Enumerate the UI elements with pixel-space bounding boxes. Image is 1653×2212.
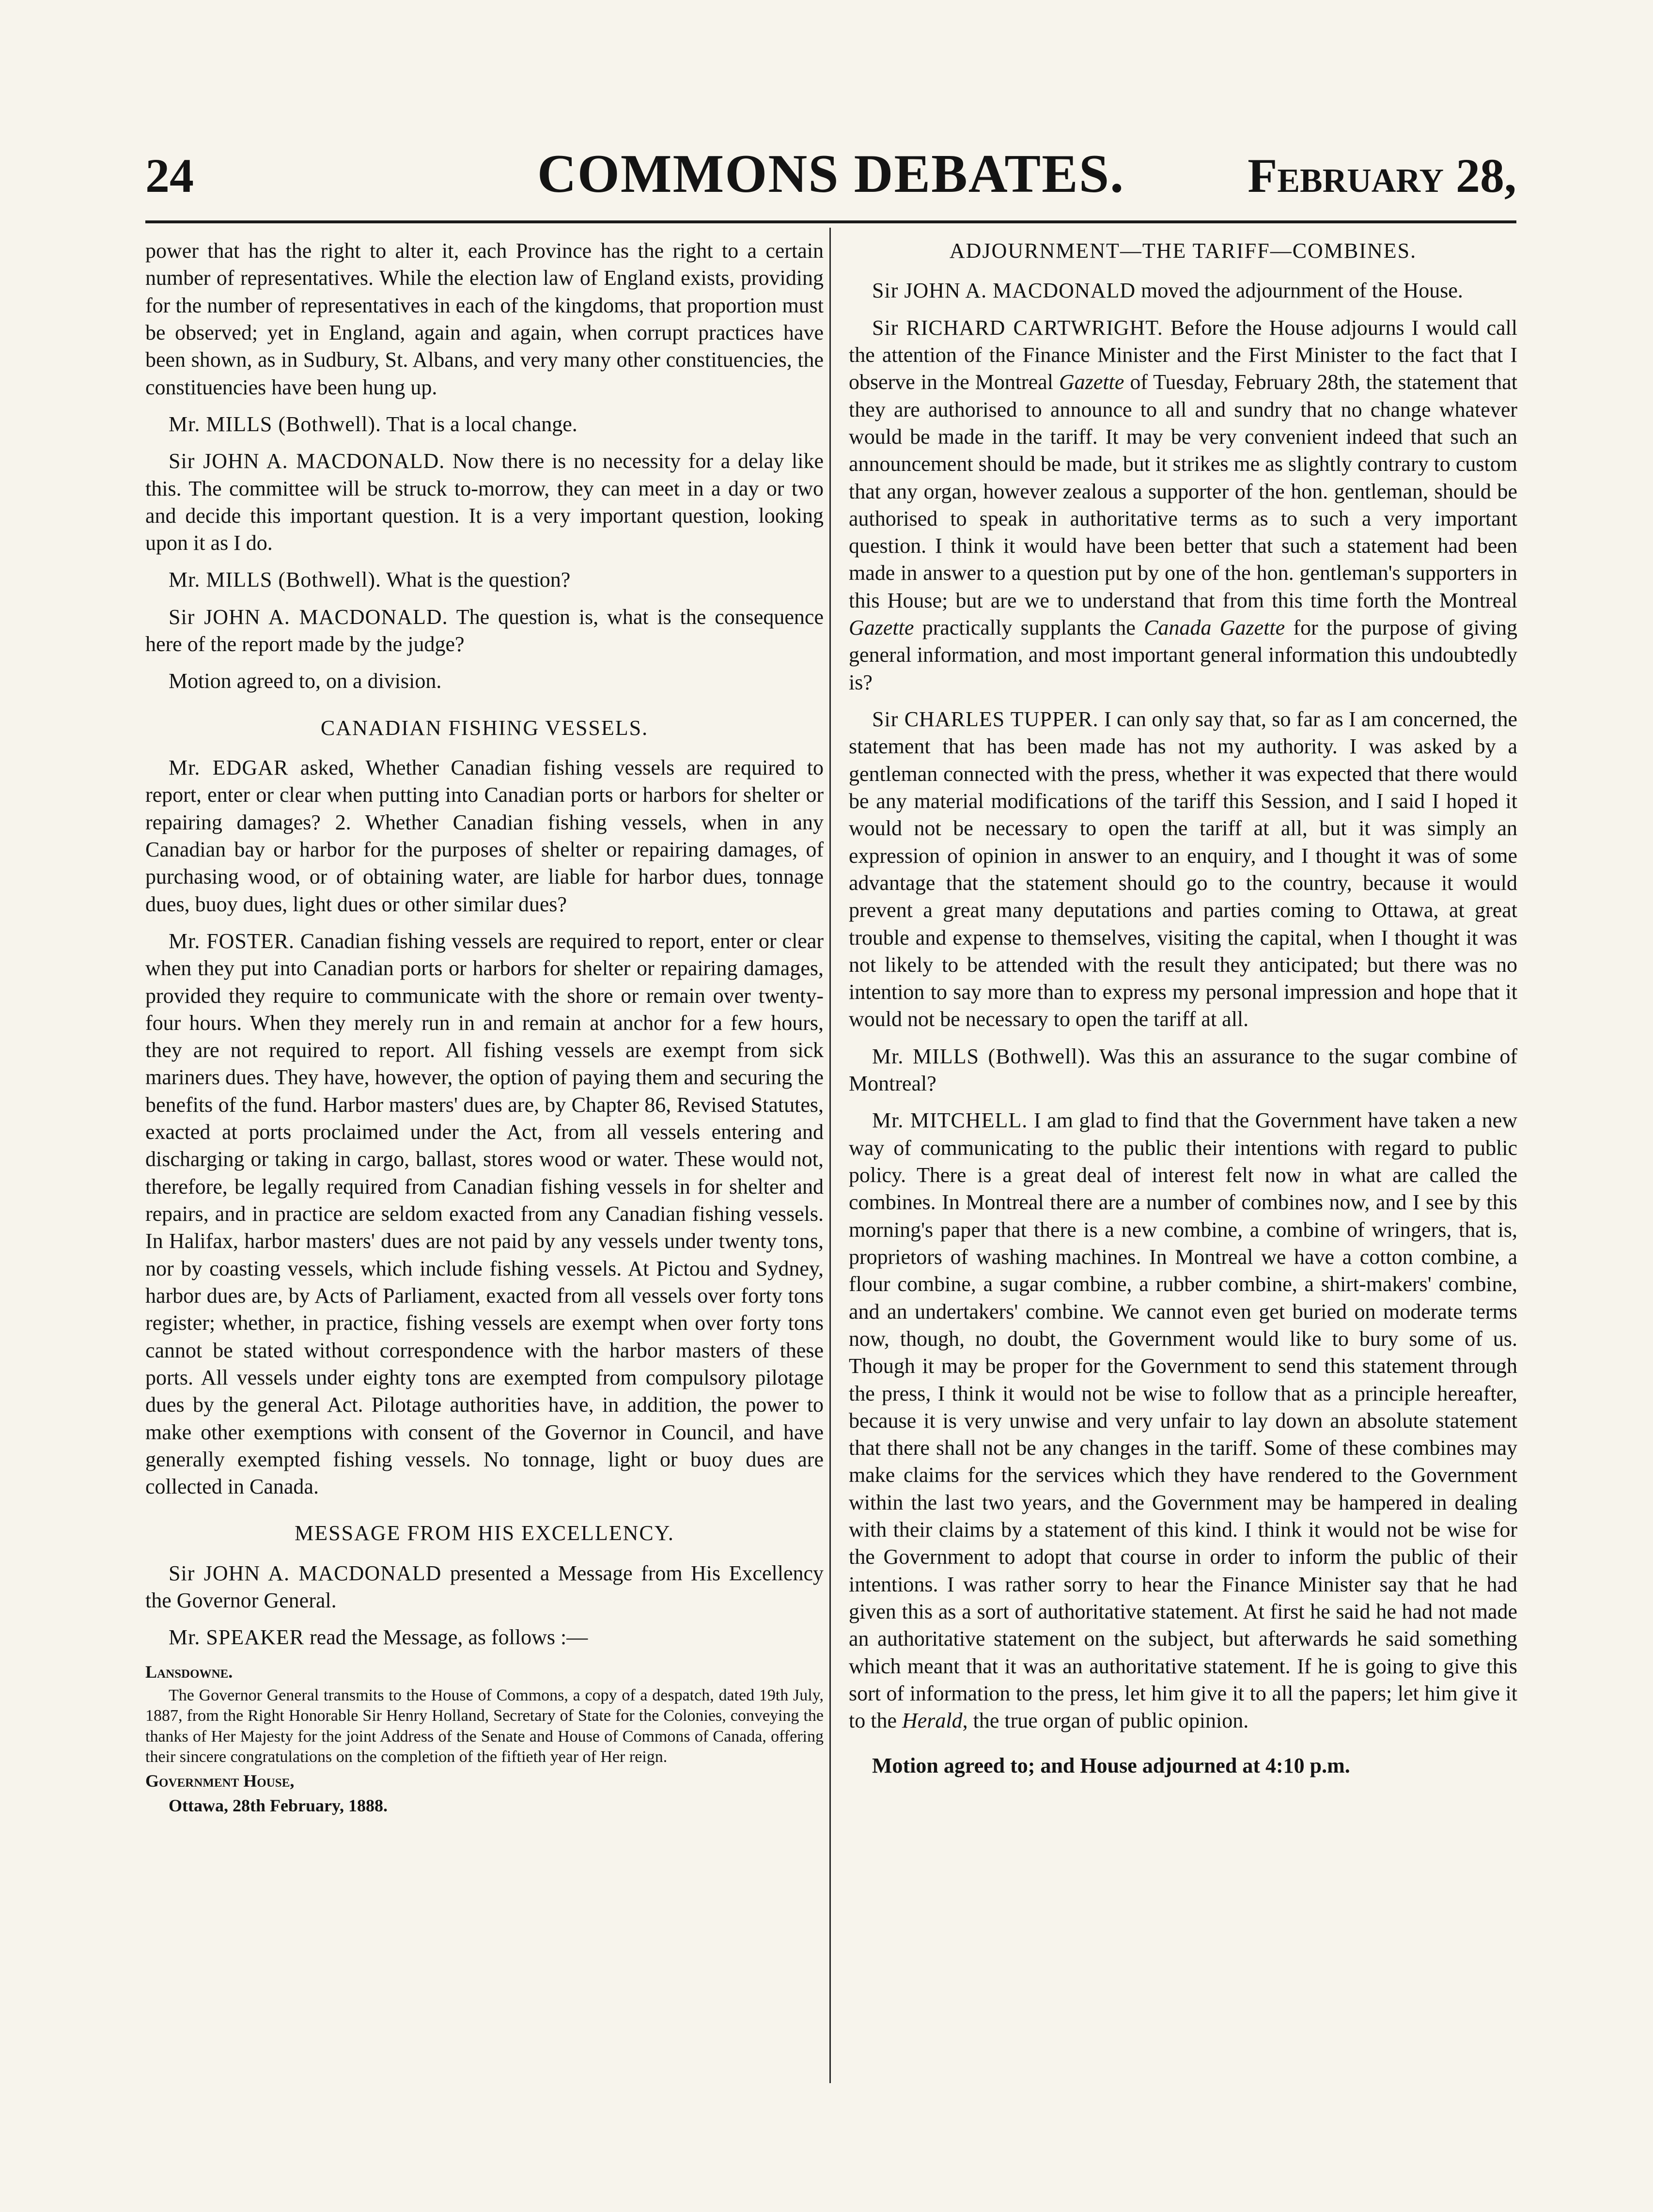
speech-text: I can only say that, so far as I am concerned, the statement that has been made has not my authority. I was asked by a gentleman connected with the press, whether it was expected that there would be any material modifications of the tariff this Session, and I said I hoped it would not be necessary to open the tariff at all, but it was simply an expression of opinion in answer to an enquiry, and I thought it was of some advantage that the statement should go to the country, because it would prevent a great many deputations and parties coming to Ottawa, at great trouble and expense to themselves, visiting the capital, when I thought it was not likely to be attended with the result they anticipated; but there was no intention to say more than to express my personal impression and hope that it would not be necessary to open the tariff at all.	[849, 707, 1518, 1031]
speech-text: I am glad to find that the Government have taken a new way of communicating to the public their intentions with regard to public policy. There is a great deal of interest felt now in what are called the combines. In Montreal there are a number of combines now, and I see by this morning's paper that there is a new combine, a combine of wringers, that is, proprietors of washing machines. In Montreal we have a cotton combine, a flour combine, a sugar combine, a rubber combine, a shirt-makers' combine, and an undertakers' combine. We cannot even get buried on moderate terms now, though, no doubt, the Government would like to bury some of us. Though it may be proper for the Government to send this statement through the press, I think it would not be wise to follow that as a principle hereafter, because it is very unwise and very unfair to lay down an absolute statement that there shall not be any changes in the tariff. Some of these combines may make claims for the services which they have rendered to the Government within the last two years, and the Government may be hampered in dealing with their claims by a statement of this kind. I think it would not be wise for the Government to adopt that course in order to inform the public of their intentions. I was rather sorry to hear the Finance Minister say that he had given this as a sort of authoritative statement. At first he said he had not made an authoritative statement on the subject, but afterwards he said something which meant that it was an authoritative statement. If he is going to give this sort of information to the press, let him give it to all the papers; let him give it to the	[849, 1108, 1518, 1733]
speaker-name: Mr. FOSTER.	[169, 929, 295, 953]
speech-text: practically supplants the	[922, 616, 1136, 640]
speech-text: for the purpose of giving general information, and most important general information this undoubtedly is?	[849, 616, 1518, 694]
speaker-name: Mr. MILLS (Bothwell).	[169, 568, 381, 592]
page-number: 24	[145, 149, 194, 203]
speech-text: Was this an assurance to the sugar combine of Montreal?	[849, 1044, 1518, 1096]
speaker-name: Mr. MITCHELL.	[872, 1108, 1028, 1133]
paragraph	[849, 706, 1517, 1033]
speech-text: The question is, what is the consequence here of the report made by the judge?	[145, 605, 824, 656]
paragraph	[849, 1107, 1517, 1734]
speech-text: of Tuesday, February 28th, the statement that they are authorised to announce to all and sundry that no change whatever would be made in the tariff. It may be very convenient indeed that such an announcement should be made, but it strikes me as slightly contrary to custom that any organ, however zealous a supporter of the hon. gentleman, should be authorised to speak in authoritative terms as to such a very important question. I think it would have been better that such a statement had been made in answer to a question put by one of the hon. gentleman's supporters in this House; but are we to understand that from this time forth the Montreal	[849, 370, 1518, 612]
paragraph	[849, 1043, 1517, 1098]
speech-text: read the Message, as follows :—	[309, 1625, 588, 1650]
speech-text: moved the adjournment of the House.	[1141, 279, 1463, 303]
speech-text: What is the question?	[386, 568, 571, 592]
paragraph	[145, 754, 824, 918]
closing-motion: Motion agreed to; and House adjourned at 4:10 p.m.	[872, 1753, 1350, 1777]
speaker-name: Sir CHARLES TUPPER.	[872, 707, 1099, 731]
speech-text: asked, Whether Canadian fishing vessels are required to report, enter or clear when putting into Canadian ports or harbors for shelter or repairing damages? 2. Whether Canadian fishing vessels, when in any Canadian bay or harbor for the purposes of shelter or repairing damages, of purchasing wood, or of obtaining water, are liable for harbor dues, tonnage dues, buoy dues, light dues or other similar dues?	[145, 756, 824, 916]
left-column	[145, 237, 824, 1819]
publication-name: Gazette	[849, 616, 914, 640]
publication-name: Herald	[902, 1709, 963, 1733]
speech-text: , the true organ of public opinion.	[962, 1709, 1249, 1733]
publication-title: COMMONS DEBATES.	[537, 144, 1125, 204]
speaker-name: Sir JOHN A. MACDONALD.	[169, 449, 445, 473]
header-date: February 28,	[1248, 149, 1516, 203]
speaker-name: Sir JOHN A. MACDONALD	[169, 1561, 442, 1585]
paragraph	[849, 277, 1517, 304]
section-heading: CANADIAN FISHING VESSELS.	[320, 716, 649, 740]
speaker-name: Mr. SPEAKER	[169, 1625, 304, 1650]
paragraph: power that has the right to alter it, each Province has the right to a certain number of representatives. While the election law of England exists, providing for the number of representatives in each of the kingdoms, that proportion must be observed; yet in England, again and again, when corrupt practices have been shown, as in Sudbury, St. Albans, and very many other constituencies, the constituencies have been hung up.	[145, 239, 824, 399]
paragraph	[145, 411, 824, 438]
paragraph	[145, 1560, 824, 1615]
speaker-name: Sir JOHN A. MACDONALD.	[169, 605, 448, 629]
message-text: The Governor General transmits to the House of Commons, a copy of a despatch, dated 19th July, 1887, from the Right Honorable Sir Henry Holland, Secretary of State for the Colonies, conveying the thanks of Her Majesty for the joint Address of the Senate and House of Commons of Canada, offering their sincere congratulations on the completion of the fiftieth year of Her reign.	[145, 1686, 824, 1766]
page-header	[145, 143, 1516, 206]
section-heading: MESSAGE FROM HIS EXCELLENCY.	[295, 1521, 674, 1545]
message-place: Government House,	[145, 1771, 295, 1791]
paragraph	[145, 448, 824, 557]
speech-text: Canadian fishing vessels are required to report, enter or clear when they put into Canadian ports or harbors for shelter or repairing damages, provided they require to communicate with the shore or remain over twenty-four hours. When they merely run in and remain at anchor for a few hours, they are not required to report. All fishing vessels are exempt from sick mariners dues. They have, however, the option of paying them and securing the benefits of the fund. Harbor masters' dues are, by Chapter 86, Revised Statutes, exacted at ports proclaimed under the Act, from all vessels entering and discharging or taking in cargo, ballast, stores wood or water. These would not, therefore, be legally required from Canadian fishing vessels in for shelter and repairs, and in practice are seldom exacted from any Canadian fishing vessels. In Halifax, harbor masters' dues are not paid by any vessels under twenty tons, nor by coasting vessels, which include fishing vessels. At Pictou and Sydney, harbor dues are, by Acts of Parliament, exacted from all vessels over forty tons register; whether, in practice, fishing vessels are exempt when over forty tons cannot be stated without correspondence with the harbor masters of these ports. All vessels under eighty tons are exempted from compulsory pilotage dues by the general Act. Pilotage authorities have, in addition, the power to make other exemptions with consent of the Governor in Council, and have generally exempted fishing vessels. No tonnage, light or buoy dues are collected in Canada.	[145, 929, 824, 1499]
speaker-name: Mr. EDGAR	[169, 756, 289, 779]
publication-name: Canada Gazette	[1144, 616, 1285, 640]
header-rule	[145, 220, 1516, 223]
paragraph	[849, 314, 1517, 696]
message-date: Ottawa, 28th February, 1888.	[169, 1795, 388, 1815]
speaker-name: Sir RICHARD CARTWRIGHT.	[872, 315, 1163, 340]
paragraph	[145, 566, 824, 593]
paragraph	[145, 1624, 824, 1651]
speech-text: Before the House adjourns I would call the attention of the Finance Minister and the First Minister to the fact that I observe in the Montreal	[849, 315, 1518, 394]
paragraph	[145, 604, 824, 658]
section-heading: ADJOURNMENT—THE TARIFF—COMBINES.	[949, 239, 1417, 263]
governor-message	[145, 1661, 824, 1817]
message-signature: Lansdowne.	[145, 1662, 233, 1682]
speaker-name: Sir JOHN A. MACDONALD	[872, 279, 1136, 303]
paragraph: Motion agreed to, on a division.	[169, 669, 442, 693]
right-column	[849, 237, 1517, 1789]
speech-text: That is a local change.	[386, 412, 577, 436]
column-divider	[829, 228, 831, 2083]
speaker-name: Mr. MILLS (Bothwell).	[169, 412, 381, 436]
publication-name: Gazette	[1059, 370, 1124, 394]
speech-text: presented a Message from His Excellency the Governor General.	[145, 1561, 824, 1613]
paragraph	[145, 928, 824, 1501]
speech-text: Now there is no necessity for a delay like this. The committee will be struck to-morrow, they can meet in a day or two and decide this important question. It is a very important question, looking upon it as I do.	[145, 449, 824, 555]
speaker-name: Mr. MILLS (Bothwell).	[872, 1044, 1092, 1068]
